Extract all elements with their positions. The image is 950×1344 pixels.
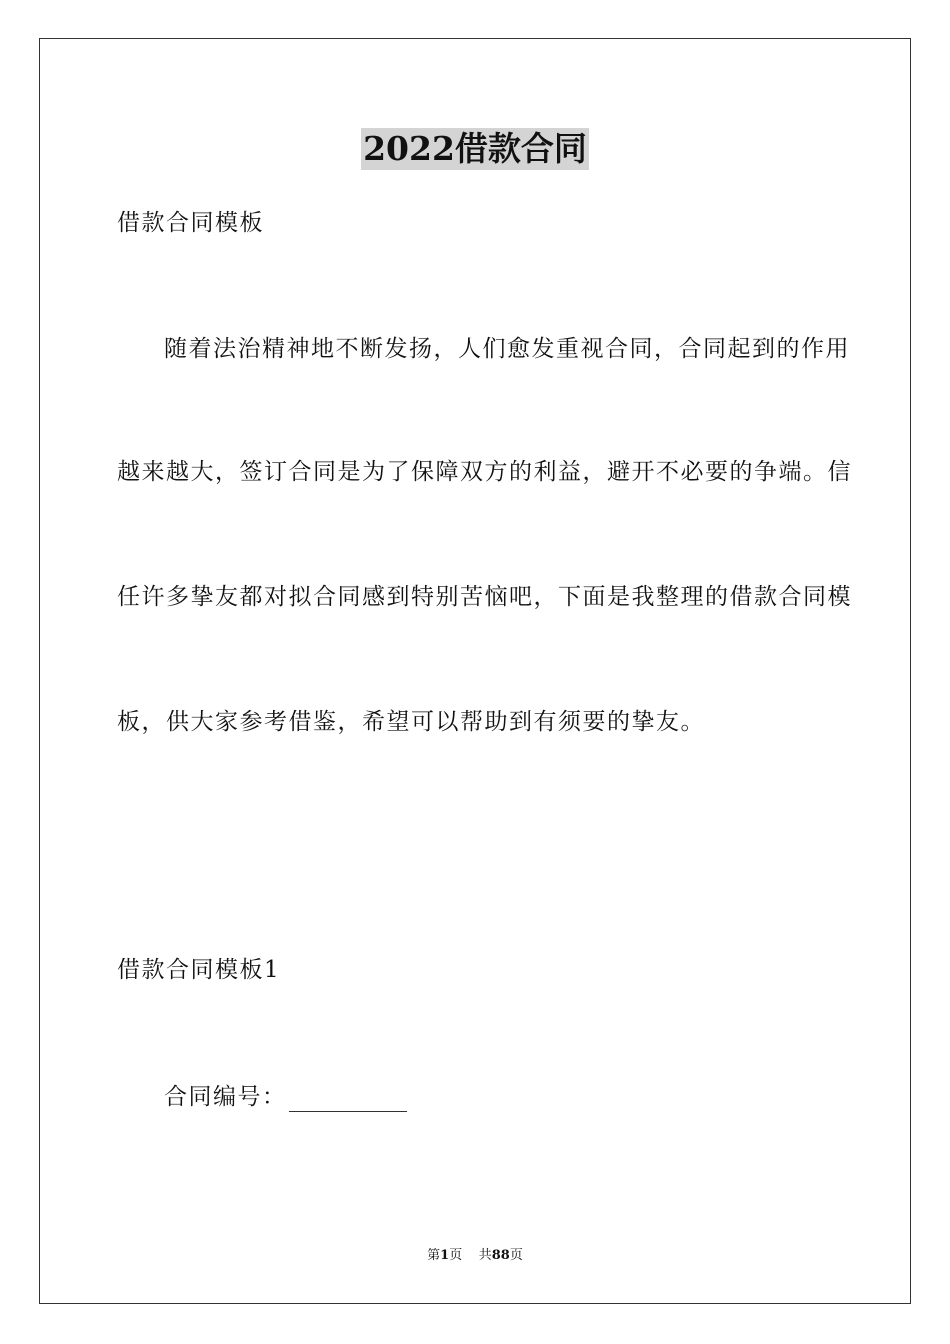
page-suffix: 页 <box>449 1248 463 1263</box>
contract-number-row <box>164 1082 407 1112</box>
page-total: 88 <box>491 1248 510 1263</box>
page-current: 1 <box>440 1248 450 1263</box>
intro-line-1: 随着法治精神地不断发扬，人们愈发重视合同，合同起到的作用 <box>164 336 850 362</box>
subtitle: 借款合同模板 <box>117 210 264 236</box>
total-suffix: 页 <box>509 1248 523 1263</box>
intro-line-3: 任许多挚友都对拟合同感到特别苦恼吧，下面是我整理的借款合同模 <box>117 584 852 610</box>
intro-line-4: 板，供大家参考借鉴，希望可以帮助到有须要的挚友。 <box>117 709 705 735</box>
total-prefix: 共 <box>478 1248 492 1263</box>
intro-line-2: 越来越大，签订合同是为了保障双方的利益，避开不必要的争端。信 <box>117 459 852 485</box>
document-title: 2022借款合同 <box>363 129 587 168</box>
title-container <box>0 128 950 170</box>
page-footer <box>0 1247 950 1265</box>
page-prefix: 第 <box>427 1248 441 1263</box>
section-title: 借款合同模板1 <box>117 957 281 983</box>
contract-number-label: 合同编号： <box>164 1084 287 1110</box>
contract-number-blank <box>289 1089 407 1112</box>
